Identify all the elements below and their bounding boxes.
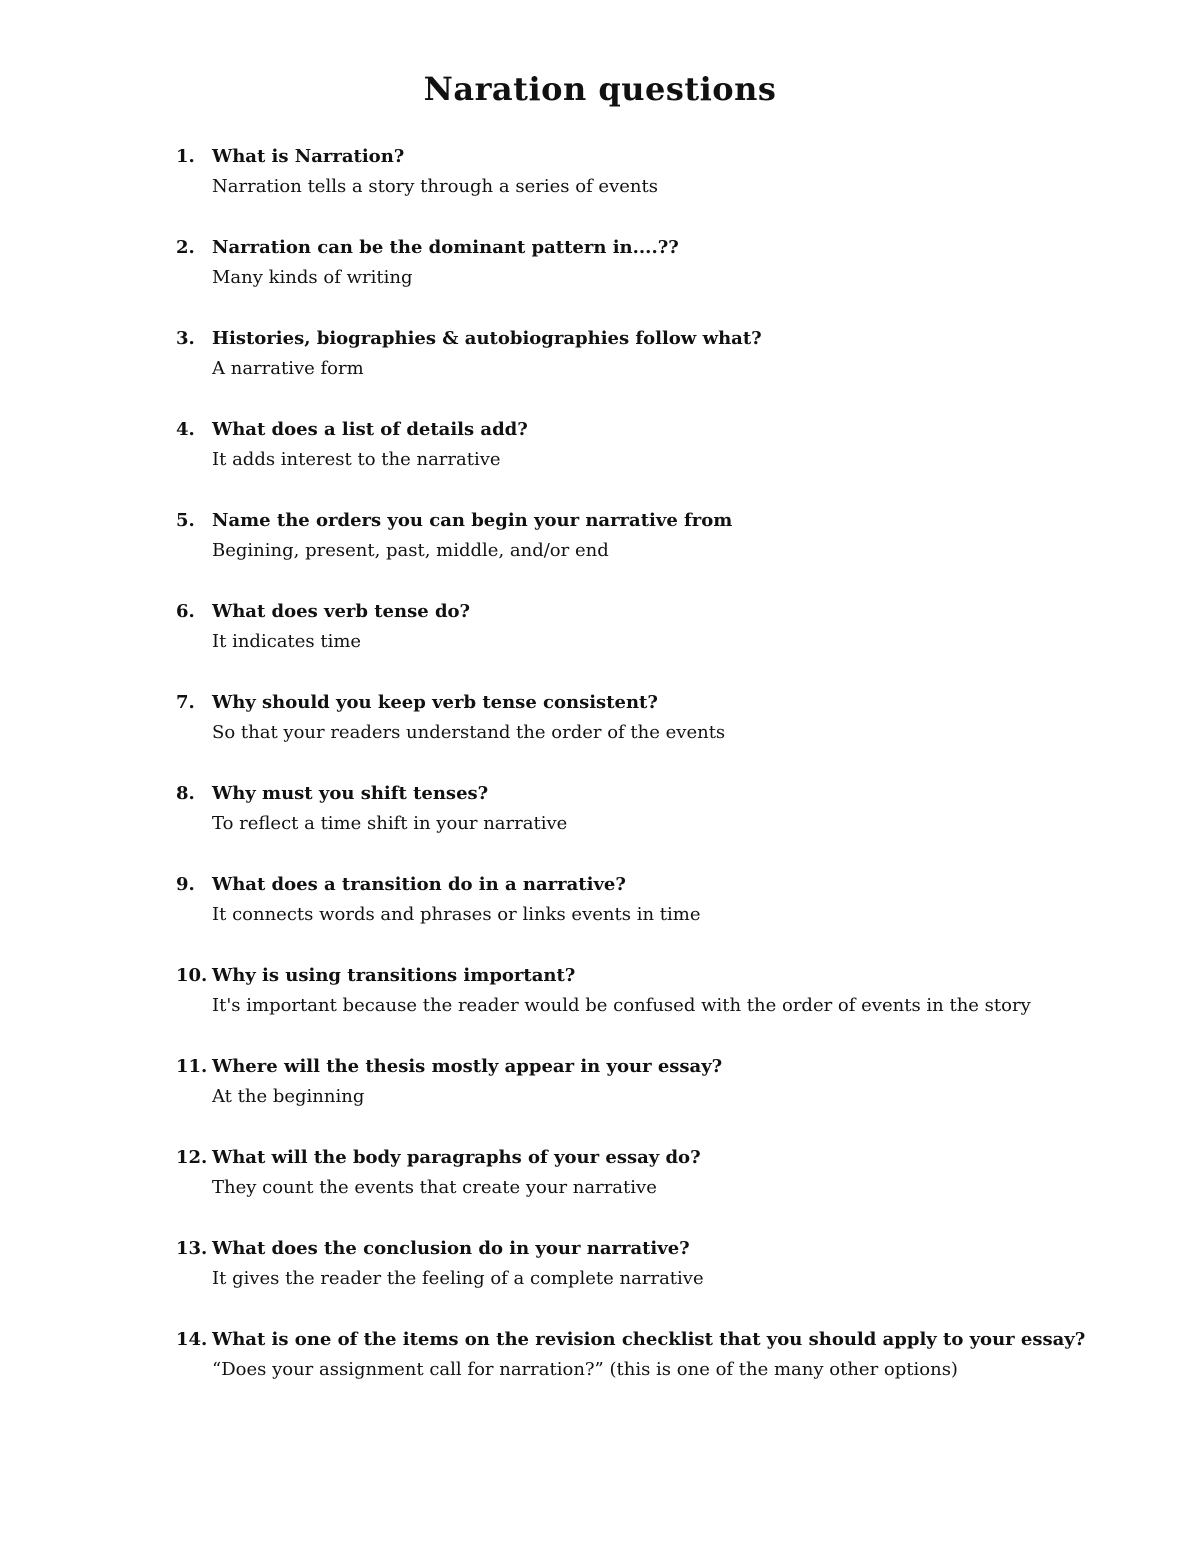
item-number: 11. (176, 1056, 208, 1077)
answer-text: To reflect a time shift in your narrative (212, 813, 568, 834)
question-list (0, 138, 1200, 1412)
list-item (0, 593, 1200, 684)
answer-text: “Does your assignment call for narration?” (this is one of the many other options) (212, 1359, 958, 1380)
item-number: 14. (176, 1329, 208, 1350)
item-number: 2. (176, 237, 195, 258)
question-text: Histories, biographies & autobiographies follow what? (212, 328, 762, 349)
list-item (0, 411, 1200, 502)
list-item (0, 229, 1200, 320)
question-text: What does the conclusion do in your narrative? (212, 1238, 690, 1259)
list-item (0, 957, 1200, 1048)
item-number: 5. (176, 510, 195, 531)
item-number: 9. (176, 874, 195, 895)
answer-text: It indicates time (212, 631, 362, 652)
answer-text: Begining, present, past, middle, and/or end (212, 540, 609, 561)
item-number: 13. (176, 1238, 208, 1259)
answer-text: Narration tells a story through a series of events (212, 176, 658, 197)
question-text: Where will the thesis mostly appear in your essay? (212, 1056, 723, 1077)
list-item (0, 1230, 1200, 1321)
item-number: 4. (176, 419, 195, 440)
question-text: Narration can be the dominant pattern in....?? (212, 237, 679, 258)
question-text: Why is using transitions important? (212, 965, 576, 986)
answer-text: A narrative form (212, 358, 364, 379)
answer-text: They count the events that create your narrative (212, 1177, 657, 1198)
item-number: 8. (176, 783, 195, 804)
list-item (0, 502, 1200, 593)
list-item (0, 1139, 1200, 1230)
item-number: 12. (176, 1147, 208, 1168)
list-item (0, 320, 1200, 411)
question-text: What does a list of details add? (212, 419, 528, 440)
answer-text: It adds interest to the narrative (212, 449, 501, 470)
list-item (0, 1048, 1200, 1139)
question-text: What does a transition do in a narrative? (212, 874, 626, 895)
answer-text: Many kinds of writing (212, 267, 413, 288)
item-number: 7. (176, 692, 195, 713)
item-number: 3. (176, 328, 195, 349)
question-text: Why must you shift tenses? (212, 783, 489, 804)
list-item (0, 1321, 1200, 1412)
question-text: What is Narration? (212, 146, 405, 167)
item-number: 1. (176, 146, 195, 167)
item-number: 6. (176, 601, 195, 622)
answer-text: It's important because the reader would be confused with the order of events in the story (212, 995, 1031, 1016)
answer-text: It connects words and phrases or links events in time (212, 904, 701, 925)
answer-text: It gives the reader the feeling of a complete narrative (212, 1268, 704, 1289)
question-text: What is one of the items on the revision checklist that you should apply to your essay? (212, 1329, 1086, 1350)
list-item (0, 866, 1200, 957)
item-number: 10. (176, 965, 208, 986)
list-item (0, 138, 1200, 229)
question-text: What does verb tense do? (212, 601, 471, 622)
question-text: Name the orders you can begin your narrative from (212, 510, 733, 531)
page-title: Naration questions (423, 70, 777, 108)
question-text: Why should you keep verb tense consistent? (212, 692, 658, 713)
answer-text: At the beginning (212, 1086, 365, 1107)
question-text: What will the body paragraphs of your essay do? (212, 1147, 701, 1168)
list-item (0, 775, 1200, 866)
list-item (0, 684, 1200, 775)
answer-text: So that your readers understand the order of the events (212, 722, 726, 743)
